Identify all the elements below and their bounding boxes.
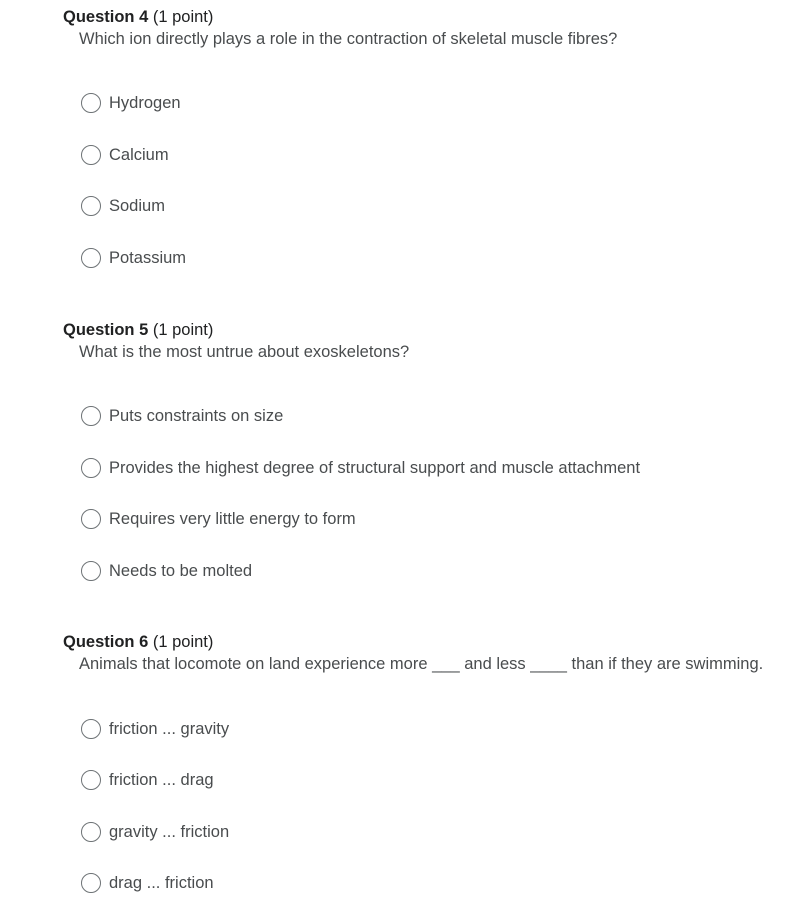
question-points: (1 point) [152, 633, 214, 651]
option-structural-support[interactable] [81, 455, 640, 481]
option-label: Puts constraints on size [109, 407, 284, 425]
radio-button[interactable] [81, 93, 101, 113]
option-label: Requires very little energy to form [109, 510, 356, 528]
question-number: Question 4 [63, 8, 149, 26]
option-label: gravity ... friction [109, 823, 230, 841]
question-points: (1 point) [152, 321, 214, 339]
radio-button[interactable] [81, 248, 101, 268]
option-little-energy[interactable] [81, 506, 356, 532]
option-puts-constraints[interactable] [81, 403, 283, 429]
option-calcium[interactable] [81, 142, 169, 168]
question-5 [63, 320, 789, 580]
option-potassium[interactable] [81, 245, 186, 271]
radio-button[interactable] [81, 458, 101, 478]
radio-button[interactable] [81, 509, 101, 529]
option-gravity-friction[interactable] [81, 819, 229, 845]
radio-button[interactable] [81, 196, 101, 216]
radio-button[interactable] [81, 145, 101, 165]
question-title [63, 632, 789, 652]
radio-button[interactable] [81, 561, 101, 581]
option-label: Calcium [109, 146, 169, 164]
question-4 [63, 7, 789, 267]
question-number: Question 5 [63, 321, 149, 339]
radio-button[interactable] [81, 822, 101, 842]
option-label: Sodium [109, 197, 165, 215]
option-drag-friction[interactable] [81, 870, 214, 896]
option-label: Needs to be molted [109, 562, 253, 580]
radio-button[interactable] [81, 406, 101, 426]
option-hydrogen[interactable] [81, 90, 181, 116]
radio-button[interactable] [81, 719, 101, 739]
question-title [63, 7, 789, 27]
option-label: Provides the highest degree of structural support and muscle attachment [109, 459, 641, 477]
option-label: friction ... gravity [109, 720, 230, 738]
option-molted[interactable] [81, 558, 252, 584]
option-label: Hydrogen [109, 94, 181, 112]
question-text: Animals that locomote on land experience more ___ and less ____ than if they are swimming. [79, 655, 764, 673]
question-text: Which ion directly plays a role in the contraction of skeletal muscle fibres? [79, 30, 618, 48]
option-friction-gravity[interactable] [81, 716, 229, 742]
option-label: Potassium [109, 249, 187, 267]
question-number: Question 6 [63, 633, 149, 651]
radio-button[interactable] [81, 873, 101, 893]
option-label: drag ... friction [109, 874, 214, 892]
option-sodium[interactable] [81, 193, 165, 219]
option-label: friction ... drag [109, 771, 214, 789]
question-6 [63, 632, 789, 892]
option-friction-drag[interactable] [81, 767, 214, 793]
question-title [63, 320, 789, 340]
question-text: What is the most untrue about exoskeletons? [79, 343, 410, 361]
question-points: (1 point) [152, 8, 214, 26]
radio-button[interactable] [81, 770, 101, 790]
